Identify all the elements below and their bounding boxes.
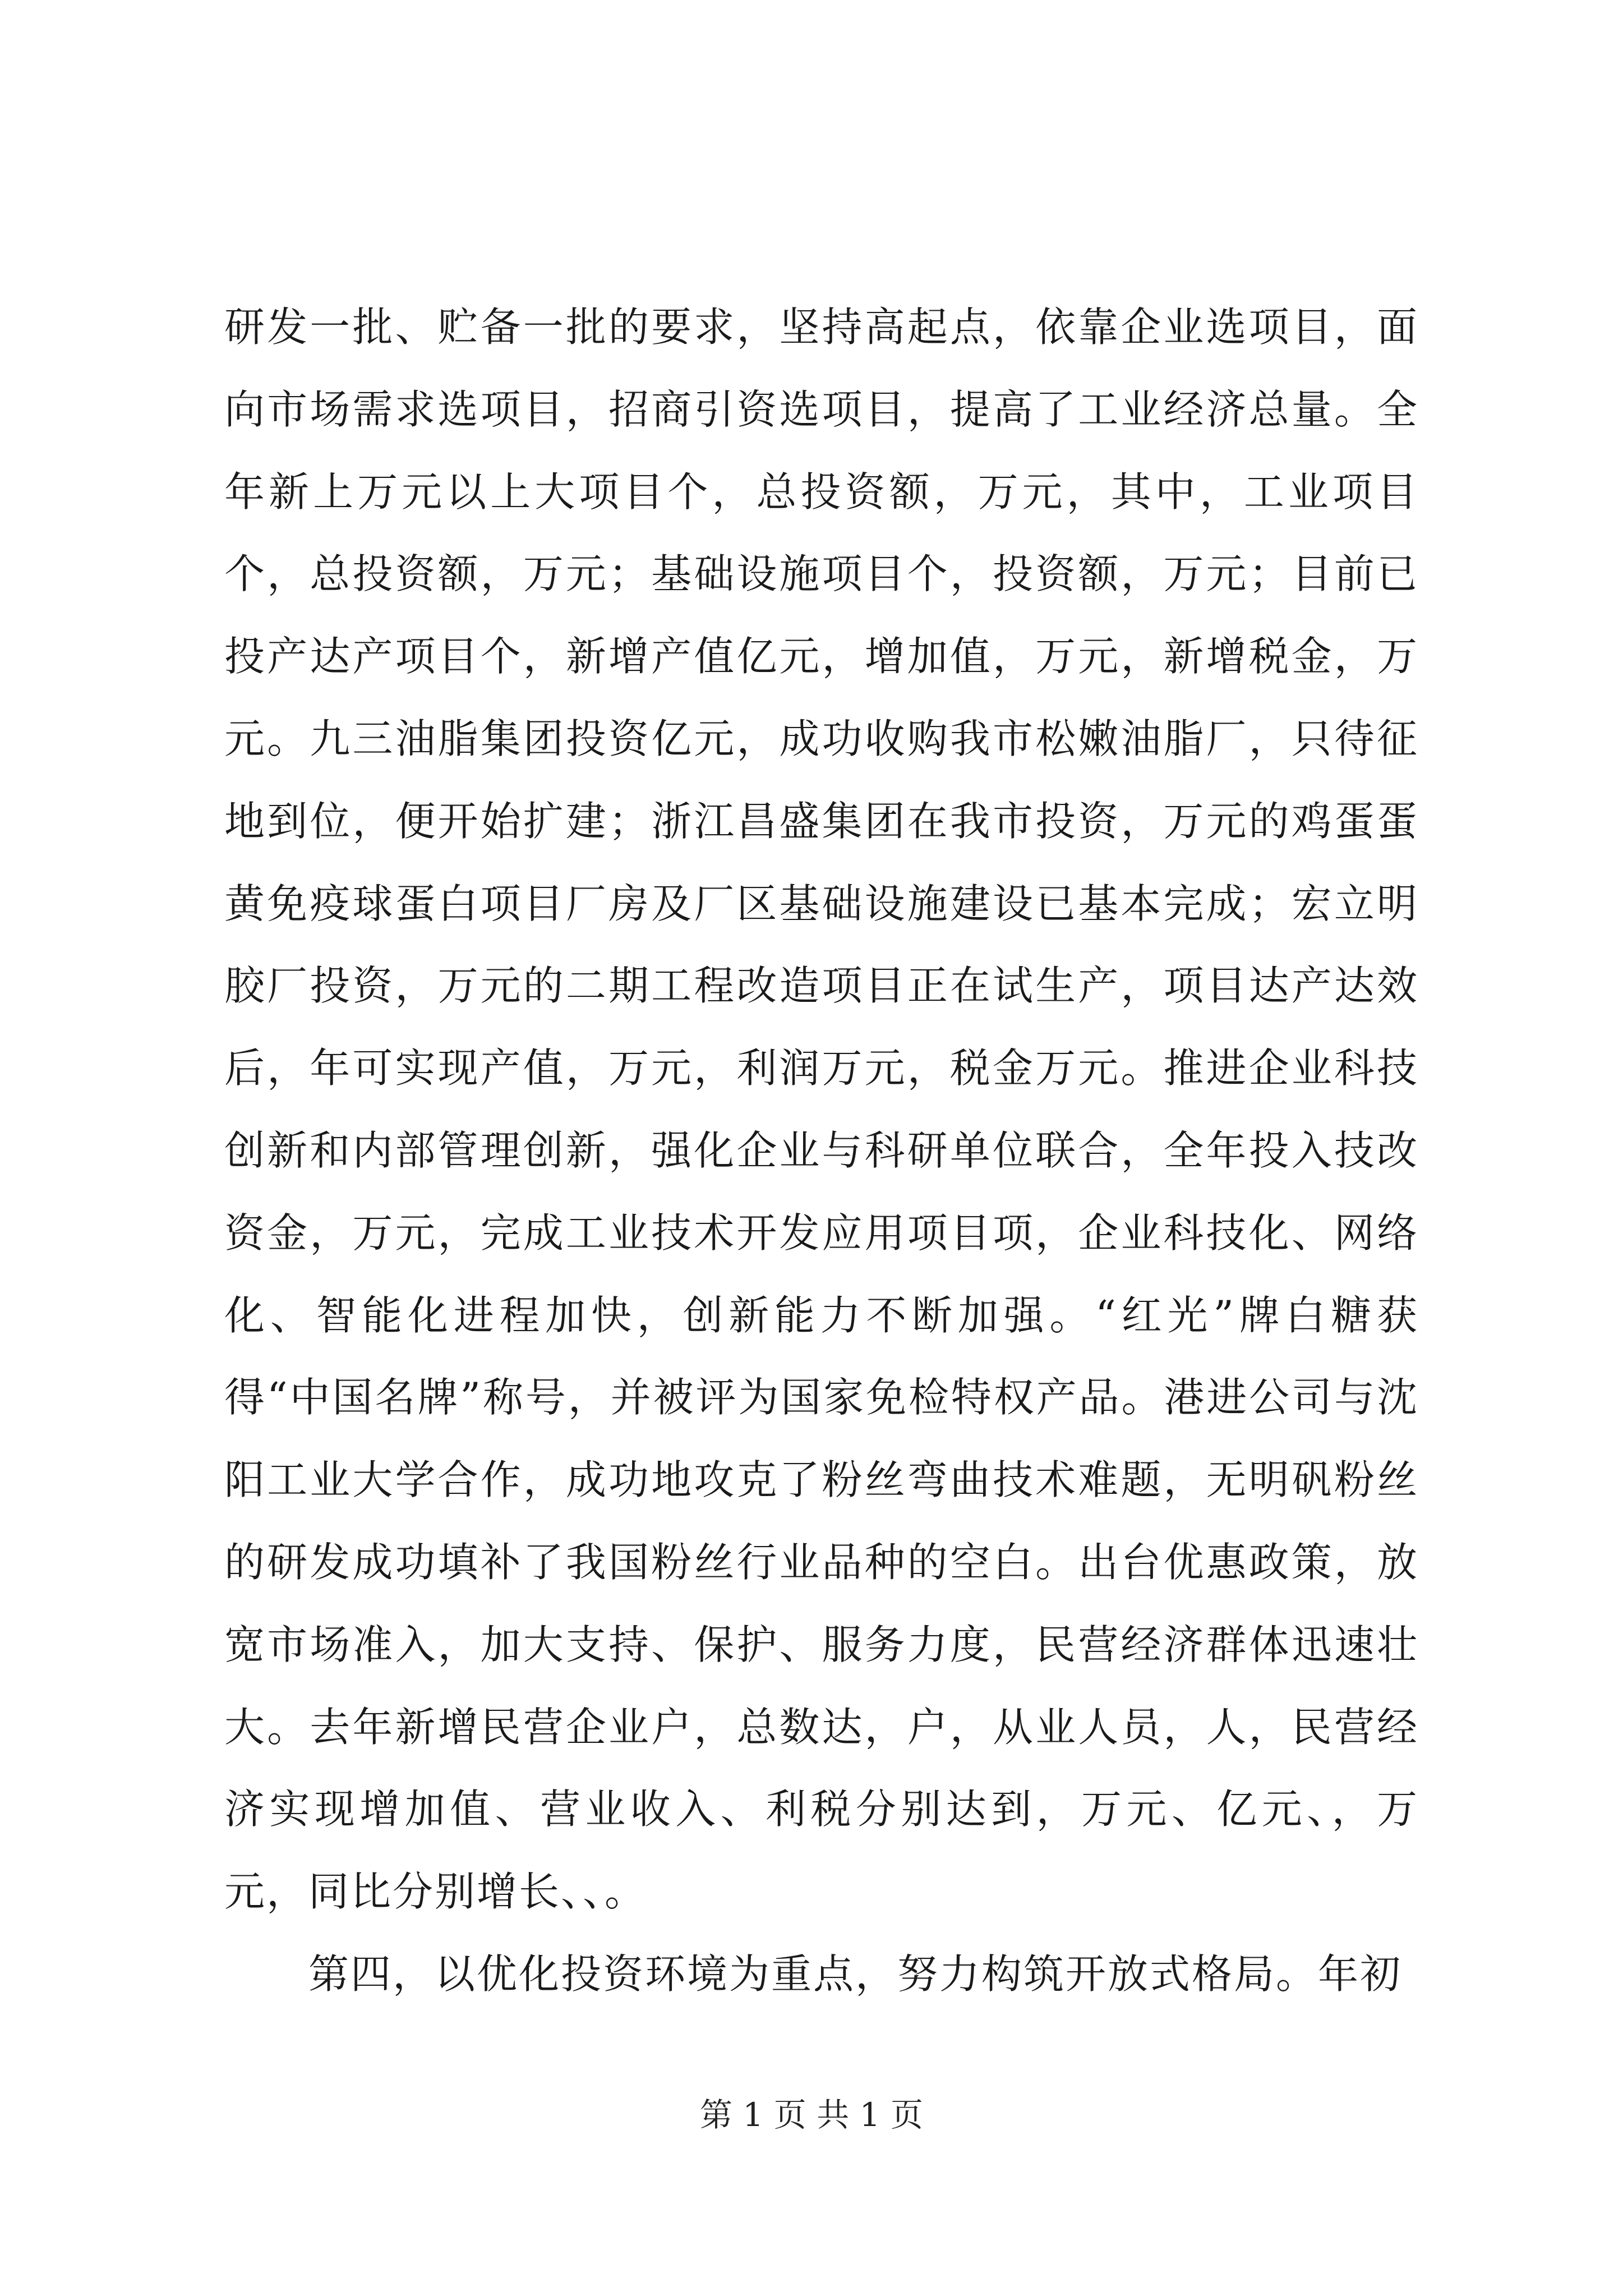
page-footer: 第 1 页 共 1 页 (700, 2096, 923, 2134)
paragraph-investment-environment: 第四，以优化投资环境为重点，努力构筑开放式格局。年初 (308, 1950, 1403, 1998)
document-body (224, 286, 1419, 2016)
paragraph-industrial-projects: 研发一批、贮备一批的要求，坚持高起点，依靠企业选项目，面向市场需求选项目，招商引资选项目，提高了工业经济总量。全年新上万元以上大项目个，总投资额，万元，其中，工业项目个，总投资额，万元；基础设施项目个，投资额，万元；目前已投产达产项目个，新增产值亿元，增加值，万元，新增税金，万元。九三油脂集团投资亿元，成功收购我市松嫩油脂厂，只待征地到位，便开始扩建；浙江昌盛集团在我市投资，万元的鸡蛋蛋黄免疫球蛋白项目厂房及厂区基础设施建设已基本完成；宏立明胶厂投资，万元的二期工程改造项目正在试生产，项目达产达效后，年可实现产值，万元，利润万元，税金万元。推进企业科技创新和内部管理创新，强化企业与科研单位联合，全年投入技改资金，万元，完成工业技术开发应用项目项，企业科技化、网络化、智能化进程加快，创新能力不断加强。“红光”牌白糖获得“中国名牌”称号，并被评为国家免检特权产品。港进公司与沈阳工业大学合作，成功地攻克了粉丝弯曲技术难题，无明矾粉丝的研发成功填补了我国粉丝行业品种的空白。出台优惠政策，放宽市场准入，加大支持、保护、服务力度，民营经济群体迅速壮大。去年新增民营企业户，总数达，户，从业人员，人，民营经济实现增加值、营业收入、利税分别达到，万元、亿元、，万元，同比分别增长、、。 (224, 303, 1419, 1916)
